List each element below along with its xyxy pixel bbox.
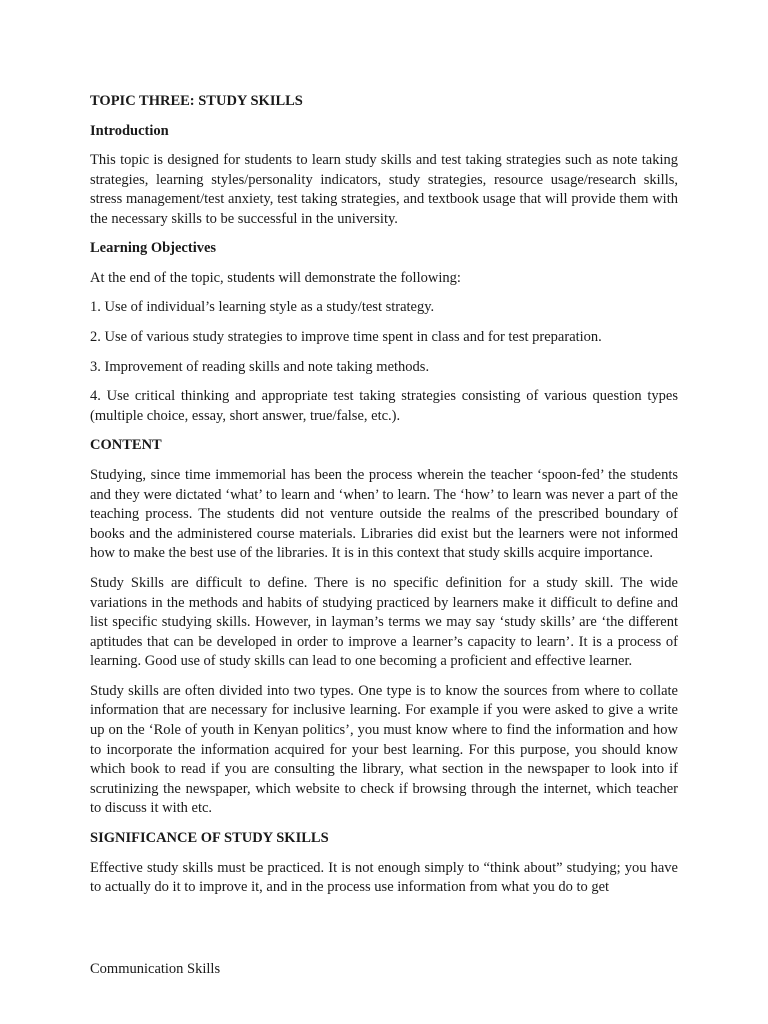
introduction-heading: Introduction <box>90 122 169 139</box>
objective-item-2: 2. Use of various study strategies to improve time spent in class and for test preparation. <box>90 329 602 346</box>
significance-paragraph: Effective study skills must be practiced. It is not enough simply to “think about” studying; you have to actually do it to improve it, and in the process use information from what you do to get <box>90 859 678 896</box>
introduction-paragraph: This topic is designed for students to learn study skills and test taking strategies such as note taking strategies, learning styles/personality indicators, study strategies, resource usage/research skills, stress management/test anxiety, test taking strategies, and textbook usage that will provide them with the necessary skills to be successful in the university. <box>90 152 678 227</box>
objective-item-4: 4. Use critical thinking and appropriate test taking strategies consisting of various question types (multiple choice, essay, short answer, true/false, etc.). <box>90 388 678 424</box>
document-page <box>90 92 678 908</box>
objective-item-1: 1. Use of individual’s learning style as a study/test strategy. <box>90 299 435 316</box>
content-paragraph-3: Study skills are often divided into two types. One type is to know the sources from where to collate information that are necessary for inclusive learning. For example if you were asked to give a write up on the ‘Role of youth in Kenyan politics’, you must know where to find the information and how to incorporate the information acquired for your best learning. For this purpose, you should know which book to read if you are consulting the library, what section in the newspaper to look into if scrutinizing the newspaper, which website to check if browsing through the internet, which teacher to discuss it with etc. <box>90 682 678 817</box>
content-paragraph-2: Study Skills are difficult to define. There is no specific definition for a study skill. The wide variations in the methods and habits of studying practiced by learners make it difficult to define and list specific studying skills. However, in layman’s terms we may say ‘study skills’ are ‘the different aptitudes that can be developed in order to improve a learner’s capacity to learn’. It is a process of learning. Good use of study skills can lead to one becoming a proficient and effective learner. <box>90 574 678 670</box>
content-paragraph-1: Studying, since time immemorial has been the process wherein the teacher ‘spoon-fed’ the students and they were dictated ‘what’ to learn and ‘when’ to learn. The ‘how’ to learn was never a part of the teaching process. The students did not venture outside the realms of the prescribed boundary of books and the administered course materials. Libraries did exist but the learners were not informed how to make the best use of the libraries. It is in this context that study skills acquire importance. <box>90 466 678 562</box>
significance-heading: SIGNIFICANCE OF STUDY SKILLS <box>90 830 329 847</box>
objectives-heading: Learning Objectives <box>90 240 217 257</box>
document-title: TOPIC THREE: STUDY SKILLS <box>90 93 303 109</box>
page-footer: Communication Skills <box>90 961 221 977</box>
objectives-lead: At the end of the topic, students will demonstrate the following: <box>90 269 461 286</box>
objective-item-3: 3. Improvement of reading skills and note taking methods. <box>90 358 430 375</box>
content-heading: CONTENT <box>90 437 162 454</box>
